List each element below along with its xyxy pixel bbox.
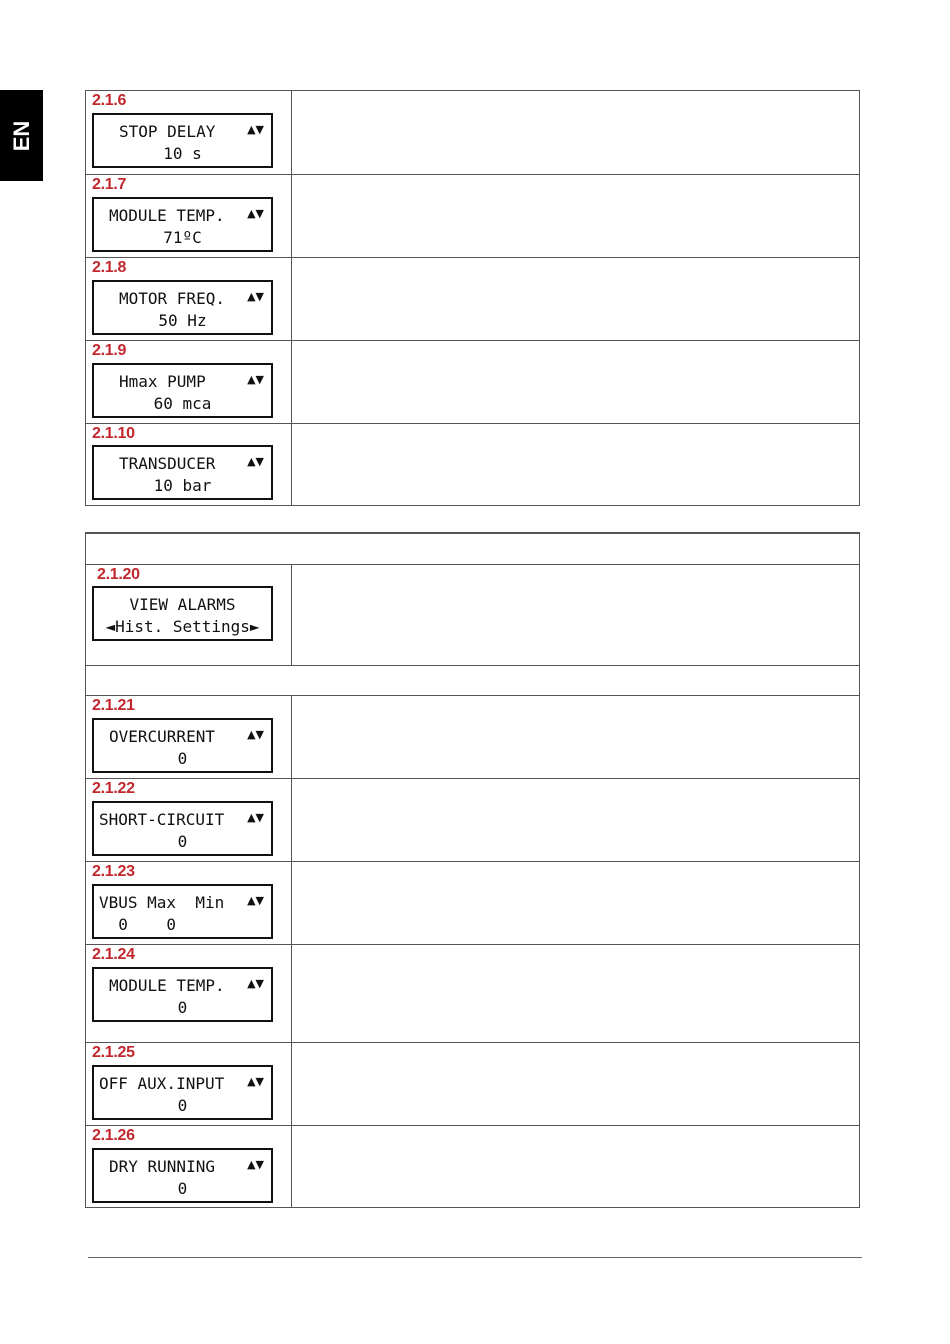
lcd-line-2: ◄Hist. Settings► [105, 617, 260, 636]
table-row [86, 174, 859, 257]
table-row [86, 91, 859, 174]
table-row [86, 564, 859, 665]
lcd-line-2: 71ºC [163, 228, 202, 247]
lcd-line-1: OVERCURRENT [109, 727, 215, 746]
lcd-line-2: 0 [177, 1096, 188, 1115]
lcd-display [92, 363, 273, 418]
table-row [86, 695, 859, 778]
menu-code: 2.1.6 [92, 92, 127, 109]
language-label: EN [8, 120, 34, 151]
lcd-line-2: 0 [177, 832, 188, 851]
menu-code: 2.1.25 [92, 1044, 135, 1061]
menu-code: 2.1.21 [92, 697, 135, 714]
up-down-arrows-icon: ▲▼ [247, 290, 264, 303]
table-row [86, 861, 859, 944]
up-down-arrows-icon: ▲▼ [247, 728, 264, 741]
menu-code: 2.1.7 [92, 176, 127, 193]
up-down-arrows-icon: ▲▼ [247, 977, 264, 990]
lcd-display [92, 197, 273, 252]
menu-code: 2.1.24 [92, 946, 135, 963]
lcd-display [92, 586, 273, 641]
up-down-arrows-icon: ▲▼ [247, 811, 264, 824]
lcd-line-2: 60 mca [153, 394, 212, 413]
table-row [86, 340, 859, 423]
lcd-display [92, 718, 273, 773]
table-row [86, 1042, 859, 1125]
up-down-arrows-icon: ▲▼ [247, 1075, 264, 1088]
lcd-line-2: 50 Hz [158, 311, 207, 330]
lcd-line-1: MODULE TEMP. [109, 976, 225, 995]
table-row [86, 423, 859, 506]
up-down-arrows-icon: ▲▼ [247, 373, 264, 386]
lcd-line-1: Hmax PUMP [119, 372, 206, 391]
menu-code: 2.1.9 [92, 342, 127, 359]
lcd-line-1: MODULE TEMP. [109, 206, 225, 225]
lcd-line-2: 10 bar [153, 476, 212, 495]
language-tab [0, 90, 43, 181]
lcd-line-1: VBUS Max Min [99, 893, 225, 912]
lcd-line-1: SHORT-CIRCUIT [99, 810, 225, 829]
lcd-display [92, 1148, 273, 1203]
lcd-line-1: DRY RUNNING [109, 1157, 215, 1176]
up-down-arrows-icon: ▲▼ [247, 455, 264, 468]
alarm-history-table [85, 532, 860, 1208]
lcd-line-2: 10 s [163, 144, 202, 163]
lcd-display [92, 801, 273, 856]
menu-code: 2.1.20 [97, 566, 140, 583]
table-row [86, 1125, 859, 1208]
lcd-line-1: VIEW ALARMS [129, 595, 236, 614]
up-down-arrows-icon: ▲▼ [247, 894, 264, 907]
table-row [86, 778, 859, 861]
lcd-line-2: 0 0 [99, 915, 177, 934]
lcd-display [92, 280, 273, 335]
up-down-arrows-icon: ▲▼ [247, 207, 264, 220]
lcd-line-1: OFF AUX.INPUT [99, 1074, 225, 1093]
lcd-display [92, 884, 273, 939]
table-row [86, 257, 859, 340]
lcd-display [92, 113, 273, 168]
lcd-line-1: STOP DELAY [119, 122, 216, 141]
lcd-display [92, 1065, 273, 1120]
menu-code: 2.1.10 [92, 425, 135, 442]
lcd-line-1: TRANSDUCER [119, 454, 216, 473]
lcd-display [92, 445, 273, 500]
lcd-line-2: 0 [177, 1179, 188, 1198]
section-header-row [86, 534, 859, 564]
up-down-arrows-icon: ▲▼ [247, 1158, 264, 1171]
lcd-line-1: MOTOR FREQ. [119, 289, 225, 308]
table-row [86, 944, 859, 1042]
lcd-line-2: 0 [177, 998, 188, 1017]
menu-code: 2.1.22 [92, 780, 135, 797]
lcd-display [92, 967, 273, 1022]
menu-code: 2.1.23 [92, 863, 135, 880]
section-header-row [86, 665, 859, 695]
footer-divider [88, 1257, 862, 1258]
up-down-arrows-icon: ▲▼ [247, 123, 264, 136]
menu-code: 2.1.26 [92, 1127, 135, 1144]
parameter-table-1 [85, 90, 860, 506]
menu-code: 2.1.8 [92, 259, 127, 276]
lcd-line-2: 0 [177, 749, 188, 768]
